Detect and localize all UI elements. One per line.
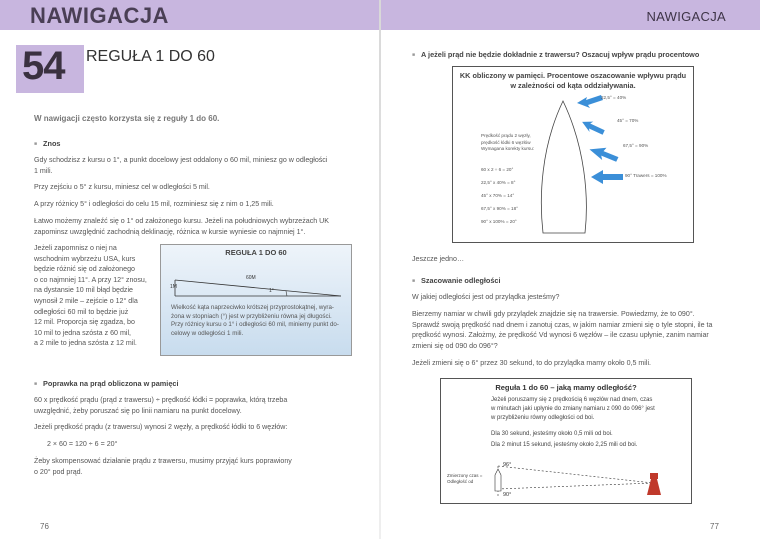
caption-line: celowy w odległości 1 mili. xyxy=(171,329,244,337)
paragraph-8-line: o 20° pod prąd. xyxy=(34,467,83,476)
still-more-text: Jeszcze jedno… xyxy=(412,255,465,263)
calc-line: 90° x 100% = 20° xyxy=(481,219,517,224)
paragraph-5-line: na dystansie 10 mil błąd będzie xyxy=(34,286,133,295)
rule-figure-caption xyxy=(171,304,341,338)
section-heading-current: ■ Poprawka na prąd obliczona w pamięci xyxy=(34,379,178,388)
formula: 2 × 60 = 120 ÷ 6 = 20° xyxy=(47,440,118,448)
paragraph-5-line: a 2 mile to jedna szósta z 12 mil. xyxy=(34,339,137,348)
paragraph-5-line: 12 mil. Proporcja się zgadza, bo xyxy=(34,318,135,327)
paragraph-6-line: uwzględnić, żeby poruszać się po linii namiaru na punkt docelowy. xyxy=(34,406,242,415)
paragraph-9-line: Sprawdź swoją prędkość nad dnem i zanotuj czas, w jakim namiar zmieni się o tyle stopni, ile ta xyxy=(412,320,713,329)
distance-rule-line: Jeżeli poruszamy się z prędkością 6 węzłów nad dnem, czas xyxy=(491,397,653,403)
caption-line: Przy różnicy kursu o 1° i odległości 60 mil, miniemy punkt do- xyxy=(171,321,339,328)
paragraph-9-line: prędkość wynosi. Założmy, że prędkość Vd wynosi 6 węzłów – ile czasu upłynie, zanim namiar xyxy=(412,331,709,340)
calc-line: 22,5° x 40% = 8° xyxy=(481,180,516,185)
paragraph-4-line: Łatwo możemy znaleźć się o 1° od założonego kursu. Jeżeli na południowych wybrzeżach UK xyxy=(34,217,330,225)
paragraph-4 xyxy=(34,216,364,237)
paragraph-8-line: Żeby skompensować działanie prądu z trawersu, musimy przyjąć kurs poprawiony xyxy=(34,457,292,465)
speed-note xyxy=(481,133,534,153)
page-number-left: 76 xyxy=(40,522,49,531)
calc-line: 67,5° x 90% = 18° xyxy=(481,206,519,211)
paragraph-5-line: Jeżeli zapomnisz o niej na xyxy=(34,244,117,252)
paragraph-1-line: Gdy schodzisz z kursu o 1°, a punkt docelowy jest oddalony o 60 mil, miniesz go w odległości xyxy=(34,156,328,164)
paragraph-5-line: o co najmniej 11°. A przy 12° znosu, xyxy=(34,275,147,284)
boat-box-title-line: w zależności od kąta oddziaływania. xyxy=(510,81,636,90)
distance-rule-line-30s: Dla 30 sekund, jesteśmy około 0,5 mili od boi. xyxy=(491,431,613,437)
caption-line: Wielkość kąta naprzeciwko krótszej przyprostokątnej, wyra- xyxy=(171,304,334,311)
chapter-title: REGUŁA 1 DO 60 xyxy=(86,48,215,65)
paragraph-2: Przy zejściu o 5° z kursu, miniesz cel w odległości 5 mil. xyxy=(34,183,210,191)
label-90: 90° xyxy=(503,492,512,498)
section-heading-distance: ■ Szacowanie odległości xyxy=(412,276,501,285)
time-label-line: Zmierzony czas = xyxy=(447,473,483,478)
chapter-number: 54 xyxy=(22,44,65,88)
paragraph-9-line: Bierzemy namiar w chwili gdy przylądek znajdzie się na trawersie. Powiedzmy, że to 090°. xyxy=(412,310,695,318)
angle-label-45: 45° = 70% xyxy=(617,118,639,123)
rule-figure-title: REGUŁA 1 DO 60 xyxy=(225,248,287,257)
paragraph-9-line: zmieni się od 090 do 096°? xyxy=(412,341,498,350)
angle-label-90: 90° Trawers = 100% xyxy=(625,173,667,178)
section-heading-znos: ■ Znos xyxy=(34,139,60,148)
paragraph-3: A przy różnicy 5° i odległości do celu 15 mil, rozminiesz się z nim o 1,25 mili. xyxy=(34,200,274,208)
question-current-percent: ■ A jeżeli prąd nie będzie dokładnie z trawersu? Oszacuj wpływ prądu procentowo xyxy=(412,50,699,59)
paragraph-7: Jeżeli prędkość prądu (z trawersu) wynosi 2 węzły, a prędkość łódki to 6 węzłów: xyxy=(34,423,288,431)
calc-line: 45° x 70% = 14° xyxy=(481,193,515,198)
paragraph-9 xyxy=(412,309,742,351)
paragraph-10: Jeżeli zmieni się o 6° przez 30 sekund, to do przylądka mamy około 0,5 mili. xyxy=(412,359,652,367)
paragraph-1-line: 1 mili. xyxy=(34,166,53,175)
paragraph-5-line: 10 mil to jedna szósta z 60 mil, xyxy=(34,328,131,337)
time-label xyxy=(447,473,482,485)
rule-figure xyxy=(160,244,352,356)
distance-rule-line: w przybliżeniu równy odległości od boi. xyxy=(491,415,595,421)
angle-label-22: 22,5° = 40% xyxy=(601,95,627,100)
caption-line: żona w stopniach (°) jest w przybliżeniu równa jej długości. xyxy=(171,312,332,320)
label-1-deg: 1° xyxy=(269,288,274,294)
time-label-line: Odległość od xyxy=(447,479,474,484)
paragraph-6-line: 60 x prędkość prądu (prąd z trawersu) ÷ prędkość łódki = poprawka, którą trzeba xyxy=(34,396,288,404)
paragraph-8 xyxy=(34,456,364,477)
page-number-right: 77 xyxy=(710,522,719,531)
left-header-title: NAWIGACJA xyxy=(30,3,169,28)
intro-text: W nawigacji często korzysta się z reguły 1 do 60. xyxy=(34,114,220,123)
paragraph-6 xyxy=(34,395,364,416)
speed-note-line: prędkość łódki 6 węzłów xyxy=(481,139,531,145)
distance-rule-title: Reguła 1 do 60 – jaką mamy odległość? xyxy=(495,383,637,392)
paragraph-1 xyxy=(34,155,364,176)
angle-label-67: 67,5° = 90% xyxy=(623,143,649,148)
calc-line: 60 x 2 ÷ 6 = 20° xyxy=(481,167,514,172)
label-96: 96° xyxy=(503,462,512,468)
paragraph-5-line: wschodnim wybrzeżu USA, kurs xyxy=(34,254,136,263)
distance-rule-box xyxy=(440,378,692,504)
distance-rule-line-2m: Dla 2 minut 15 sekund, jesteśmy około 2,25 mili od boi. xyxy=(491,442,638,448)
calc-list xyxy=(481,163,518,228)
paragraph-5-line: wynosił 2 mile – zejście o 12° dla xyxy=(34,296,138,305)
speed-note-line: Wymagana korekty kursu: xyxy=(481,146,535,151)
triangle-diagram xyxy=(161,245,351,355)
speed-note-line: Prędkość prądu 2 węzły, xyxy=(481,133,531,138)
boat-box-title-line: KK obliczony w pamięci. Procentowe oszacowanie wpływu prądu xyxy=(459,71,687,80)
paragraph-4-line: zapominsz uwzględnić zachodnią deklinację, różnica w kursie wyniesie co najmniej 1°. xyxy=(34,227,306,236)
paragraph-5-line: odległości 60 mil to będzie już xyxy=(34,307,129,316)
paragraph-5-line: będzie różnić się od założonego xyxy=(34,265,135,274)
question-distance: W jakiej odległości jest od przylądka jesteśmy? xyxy=(412,293,560,301)
label-1m: 1M xyxy=(170,284,177,290)
label-60m: 60M xyxy=(246,275,256,281)
right-header-title: NAWIGACJA xyxy=(646,9,726,24)
paragraph-5 xyxy=(34,243,159,349)
book-spine xyxy=(379,0,381,539)
distance-rule-line: w minutach jaki upłynie do zmiany namiaru z 090 do 096° jest xyxy=(491,406,655,412)
boat-diagram-box xyxy=(452,66,694,243)
